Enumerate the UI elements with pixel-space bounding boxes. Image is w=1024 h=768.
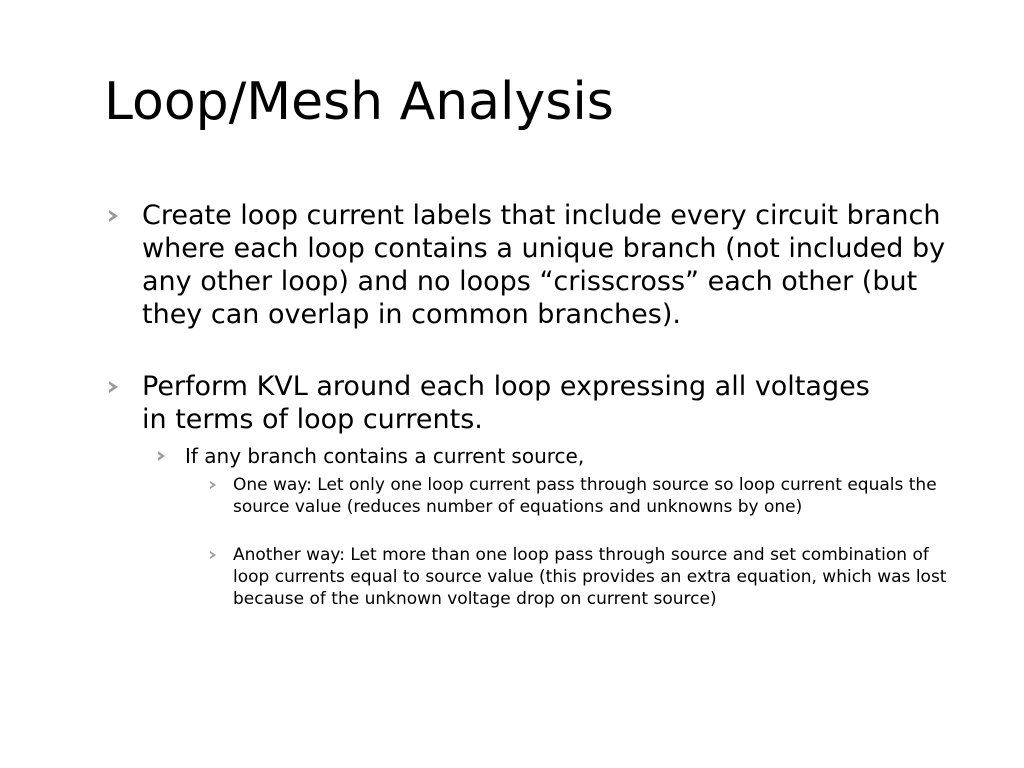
arrowhead-bullet-icon	[210, 481, 216, 489]
bullet-item-4	[210, 474, 950, 518]
arrowhead-bullet-icon	[109, 381, 118, 393]
slide-title: Loop/Mesh Analysis	[104, 72, 614, 132]
bullet-item-5	[210, 544, 950, 610]
bullet-item-3	[158, 444, 918, 468]
bullet-item-1	[109, 199, 959, 331]
bullet-text-3: If any branch contains a current source,	[185, 444, 585, 468]
bullet-text-1: Create loop current labels that include every circuit branch where each loop contains a unique branch (not included by any other loop) and no loops “crisscross” each other (but they can overlap in common branches).	[142, 200, 946, 330]
arrowhead-bullet-icon	[158, 451, 165, 461]
bullet-text-2: Perform KVL around each loop expressing all voltages in terms of loop currents.	[142, 371, 870, 435]
bullet-text-5: Another way: Let more than one loop pass through source and set combination of loop currents equal to source value (this provides an extra equation, which was lost because of the unknown voltage drop on current source)	[233, 545, 947, 609]
bullet-item-2	[109, 370, 959, 436]
bullet-text-4: One way: Let only one loop current pass through source so loop current equals the source value (reduces number of equations and unknowns by one)	[233, 475, 937, 517]
arrowhead-bullet-icon	[210, 551, 216, 559]
arrowhead-bullet-icon	[109, 210, 118, 222]
